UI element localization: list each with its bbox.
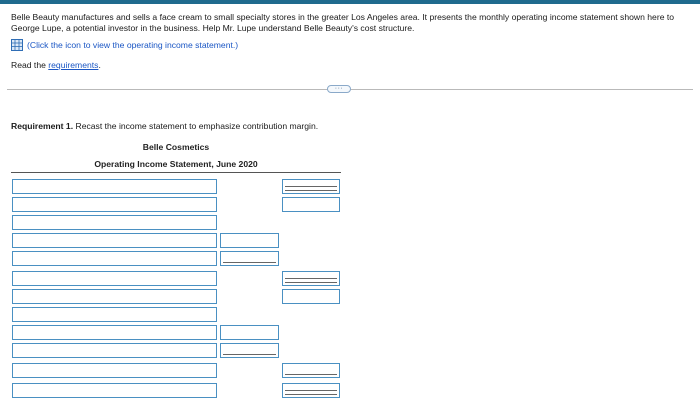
line-item-label-input[interactable] [12,179,217,194]
statement-header-rule [11,172,341,173]
detail-amount-input[interactable] [220,233,279,248]
line-item-label-input[interactable] [12,325,217,340]
read-requirements-line [11,60,101,70]
statement-row [0,363,700,378]
total-amount-input[interactable] [282,271,340,286]
line-item-label-input[interactable] [12,383,217,398]
problem-intro-text: Belle Beauty manufactures and sells a face cream to small specialty stores in the greater Los Angeles area. It presents the monthly operating income statement shown here to George Lupe, a potential investor in the business. Help Mr. Lupe understand Belle Beauty's cost structure. [11,12,675,33]
requirement-text: Recast the income statement to emphasize contribution margin. [73,121,319,131]
statement-row [0,343,700,358]
line-item-label-input[interactable] [12,197,217,212]
expand-collapse-handle[interactable]: ··· [327,85,351,93]
statement-row [0,197,700,212]
line-item-label-input[interactable] [12,343,217,358]
company-name: Belle Cosmetics [142,142,210,152]
line-item-label-input[interactable] [12,307,217,322]
read-prefix: Read the [11,60,49,70]
statement-row [0,325,700,340]
requirements-link[interactable]: requirements [48,60,99,70]
view-statement-link-text[interactable]: (Click the icon to view the operating income statement.) [27,40,239,50]
total-amount-input[interactable] [282,363,340,378]
statement-row [0,251,700,266]
view-statement-link[interactable] [11,38,238,52]
spreadsheet-icon[interactable] [11,39,23,51]
requirement-label: Requirement 1. [11,121,74,131]
statement-row [0,289,700,304]
total-amount-input[interactable] [282,197,340,212]
statement-row [0,271,700,286]
statement-row [0,215,700,230]
total-amount-input[interactable] [282,289,340,304]
statement-row [0,383,700,398]
statement-title: Operating Income Statement, June 2020 [94,159,258,169]
line-item-label-input[interactable] [12,289,217,304]
detail-amount-input[interactable] [220,343,279,358]
line-item-label-input[interactable] [12,215,217,230]
top-accent-bar [0,0,700,4]
read-suffix: . [98,60,101,70]
detail-amount-input[interactable] [220,251,279,266]
line-item-label-input[interactable] [12,271,217,286]
statement-row [0,233,700,248]
line-item-label-input[interactable] [12,363,217,378]
statement-row [0,179,700,194]
requirement-1-prompt [11,121,318,131]
line-item-label-input[interactable] [12,251,217,266]
detail-amount-input[interactable] [220,325,279,340]
line-item-label-input[interactable] [12,233,217,248]
total-amount-input[interactable] [282,179,340,194]
statement-row [0,307,700,322]
total-amount-input[interactable] [282,383,340,398]
